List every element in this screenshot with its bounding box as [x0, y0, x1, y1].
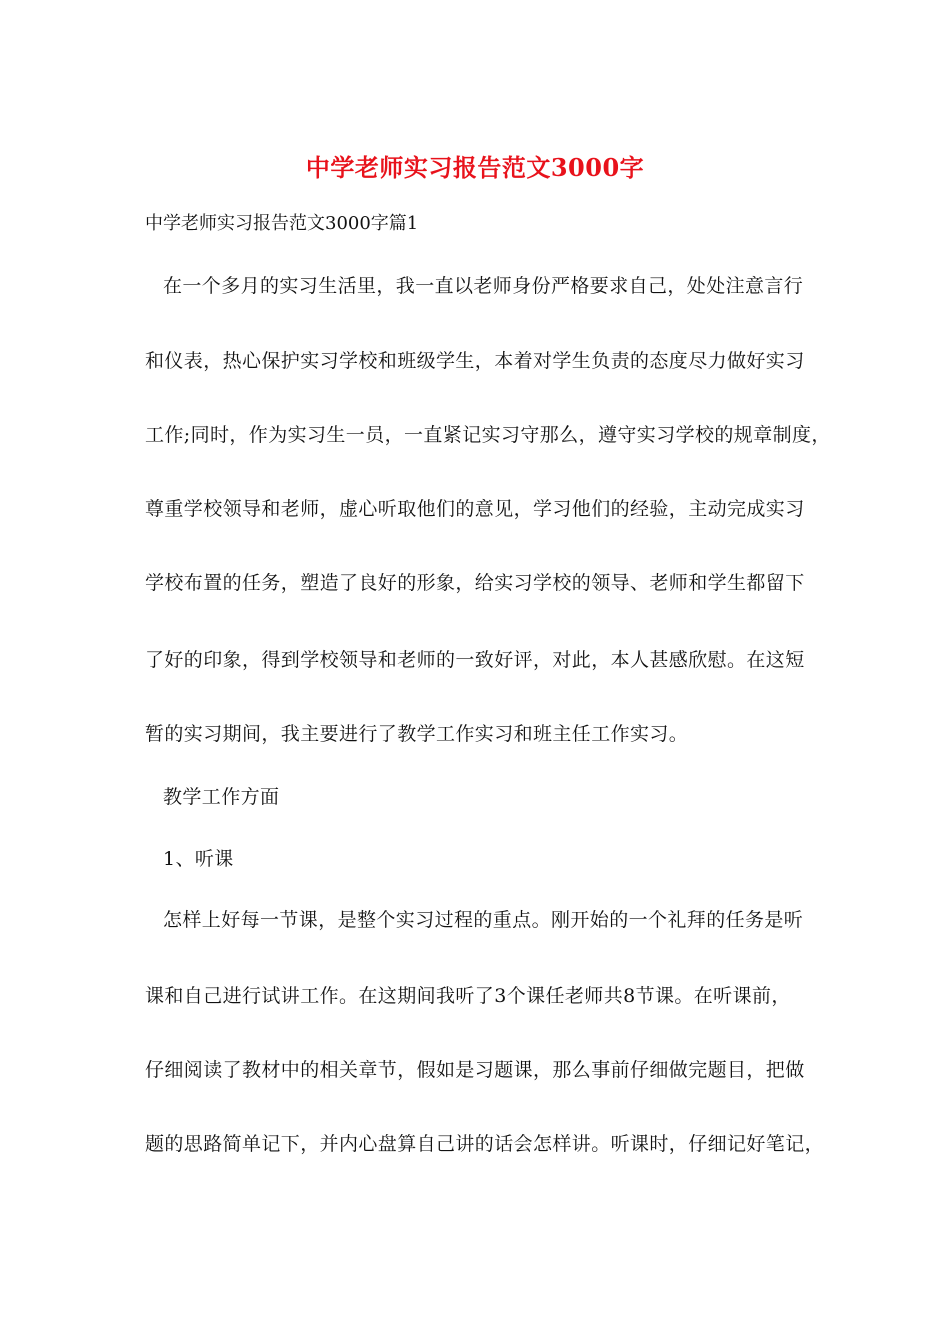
paragraph-line: 怎样上好每一节课，是整个实习过程的重点。刚开始的一个礼拜的任务是听 [163, 909, 804, 931]
subsection-heading: 1、听课 [163, 848, 234, 870]
paragraph-line: 在一个多月的实习生活里，我一直以老师身份严格要求自己，处处注意言行 [163, 275, 804, 297]
paragraph-line: 了好的印象，得到学校领导和老师的一致好评，对此，本人甚感欣慰。在这短 [145, 649, 805, 671]
paragraph-line: 仔细阅读了教材中的相关章节，假如是习题课，那么事前仔细做完题目，把做 [145, 1059, 805, 1081]
document-title: 中学老师实习报告范文3000字 [305, 153, 645, 182]
paragraph-line: 暂的实习期间，我主要进行了教学工作实习和班主任工作实习。 [145, 723, 689, 745]
paragraph-line: 题的思路简单记下，并内心盘算自己讲的话会怎样讲。听课时，仔细记好笔记， [145, 1133, 825, 1155]
paragraph-line: 和仪表，热心保护实习学校和班级学生，本着对学生负责的态度尽力做好实习 [145, 350, 805, 372]
section-heading: 教学工作方面 [163, 786, 280, 808]
paragraph-line: 课和自己进行试讲工作。在这期间我听了3个课任老师共8节课。在听课前， [145, 985, 791, 1007]
paragraph-line: 工作;同时，作为实习生一员，一直紧记实习守那么，遵守实习学校的规章制度， [145, 424, 831, 446]
paragraph-line: 学校布置的任务，塑造了良好的形象，给实习学校的领导、老师和学生都留下 [145, 572, 805, 594]
paragraph-line: 尊重学校领导和老师，虚心听取他们的意见，学习他们的经验，主动完成实习 [145, 498, 805, 520]
document-subtitle: 中学老师实习报告范文3000字篇1 [145, 213, 419, 234]
